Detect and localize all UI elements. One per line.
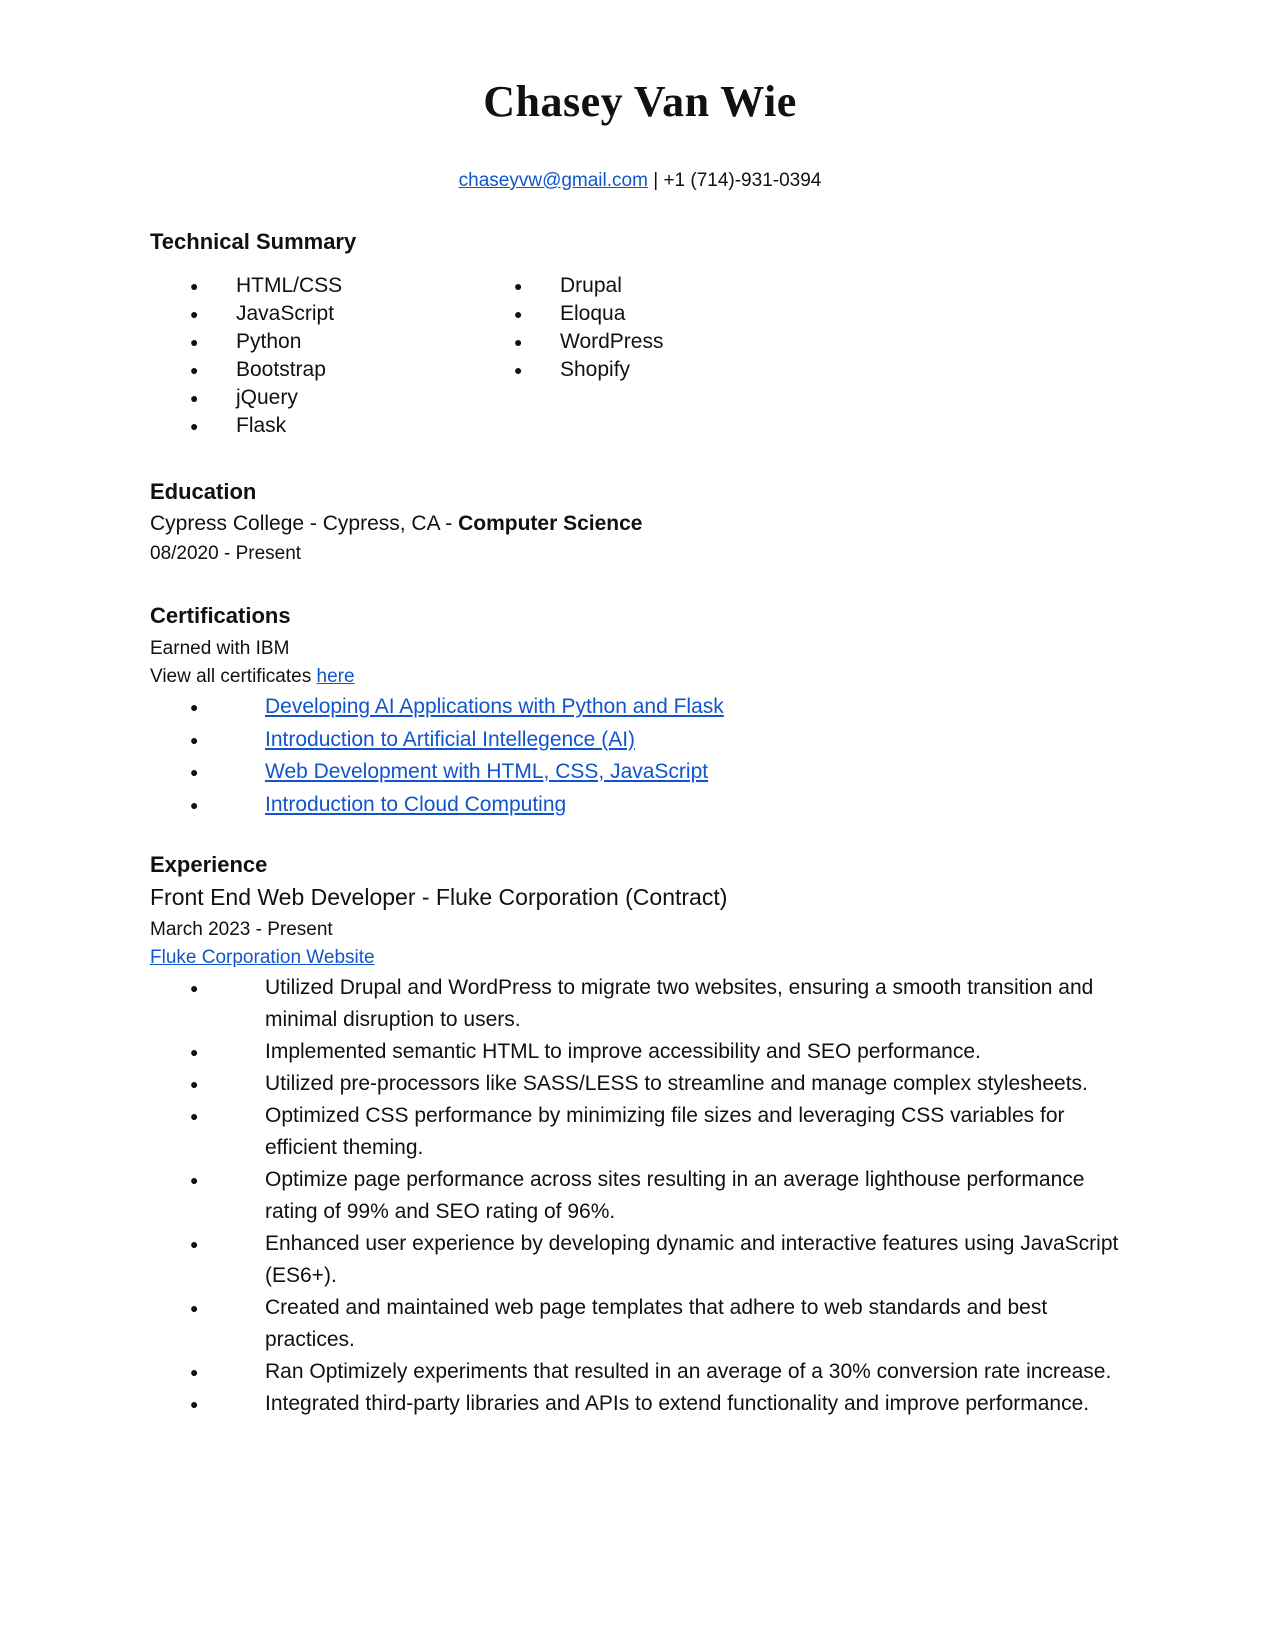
- list-item: ● Utilized pre-processors like SASS/LESS to streamline and manage complex stylesheets.: [190, 1068, 1130, 1100]
- list-item: ● Utilized Drupal and WordPress to migrate two websites, ensuring a smooth transition and minimal disruption to users.: [190, 972, 1130, 1036]
- education-school-line: [150, 512, 642, 536]
- list-item: ● WordPress: [514, 328, 663, 356]
- fluke-website-link[interactable]: Fluke Corporation Website: [150, 947, 375, 968]
- resume-name: Chasey Van Wie: [483, 77, 797, 126]
- experience-heading: Experience: [150, 852, 268, 877]
- technical-summary-heading: Technical Summary: [150, 229, 357, 254]
- list-item: [190, 789, 724, 822]
- list-item: ● Implemented semantic HTML to improve accessibility and SEO performance.: [190, 1036, 1130, 1068]
- cert-link-web-dev[interactable]: Web Development with HTML, CSS, JavaScript: [265, 760, 709, 783]
- contact-separator: |: [647, 170, 664, 191]
- education-dates: 08/2020 - Present: [150, 543, 302, 564]
- list-item: ● Eloqua: [514, 300, 663, 328]
- email-link[interactable]: chaseyvw@gmail.com: [458, 170, 648, 191]
- certificates-here-link[interactable]: here: [316, 666, 355, 687]
- certifications-heading: Certifications: [150, 603, 291, 628]
- list-item: ● Python: [190, 328, 342, 356]
- cert-link-intro-ai[interactable]: Introduction to Artificial Intellegence (AI): [265, 727, 636, 751]
- list-item: ● Ran Optimizely experiments that resulted in an average of a 30% conversion rate increase.: [190, 1356, 1130, 1388]
- skills-list-col2: [514, 272, 663, 384]
- list-item: ● Created and maintained web page templates that adhere to web standards and best practices.: [190, 1292, 1130, 1356]
- education-major: Computer Science: [458, 512, 643, 535]
- list-item: ● Drupal: [514, 272, 663, 300]
- experience-bullets: [190, 972, 1130, 1420]
- contact-line: [150, 170, 1130, 192]
- job-title: Front End Web Developer - Fluke Corporation (Contract): [150, 884, 728, 910]
- list-item: ● Integrated third-party libraries and APIs to extend functionality and improve performance.: [190, 1388, 1130, 1420]
- list-item: [190, 756, 724, 789]
- skills-list-col1: [190, 272, 342, 440]
- list-item: ● Optimized CSS performance by minimizing file sizes and leveraging CSS variables for efficient theming.: [190, 1100, 1130, 1164]
- job-website-line: [150, 947, 375, 969]
- education-heading: Education: [150, 479, 257, 504]
- list-item: ● JavaScript: [190, 300, 342, 328]
- list-item: ● HTML/CSS: [190, 272, 342, 300]
- cert-link-cloud[interactable]: Introduction to Cloud Computing: [265, 792, 567, 816]
- list-item: ● Flask: [190, 412, 342, 440]
- certifications-view-line: [150, 666, 355, 688]
- phone-number: +1 (714)-931-0394: [663, 170, 822, 191]
- cert-link-ai-python-flask[interactable]: Developing AI Applications with Python and Flask: [265, 695, 724, 718]
- education-school: Cypress College - Cypress, CA -: [150, 512, 459, 535]
- list-item: [190, 691, 724, 724]
- list-item: ● Bootstrap: [190, 356, 342, 384]
- list-item: ● Shopify: [514, 356, 663, 384]
- job-dates: March 2023 - Present: [150, 919, 333, 940]
- list-item: ● Optimize page performance across sites resulting in an average lighthouse performance rating of 99% and SEO rating of 96%.: [190, 1164, 1130, 1228]
- certifications-earned: Earned with IBM: [150, 638, 290, 659]
- certifications-view-prefix: View all certificates: [150, 666, 317, 687]
- list-item: ● Enhanced user experience by developing dynamic and interactive features using JavaScript (ES6+).: [190, 1228, 1130, 1292]
- list-item: ● jQuery: [190, 384, 342, 412]
- certifications-list: [190, 691, 724, 821]
- list-item: [190, 724, 724, 757]
